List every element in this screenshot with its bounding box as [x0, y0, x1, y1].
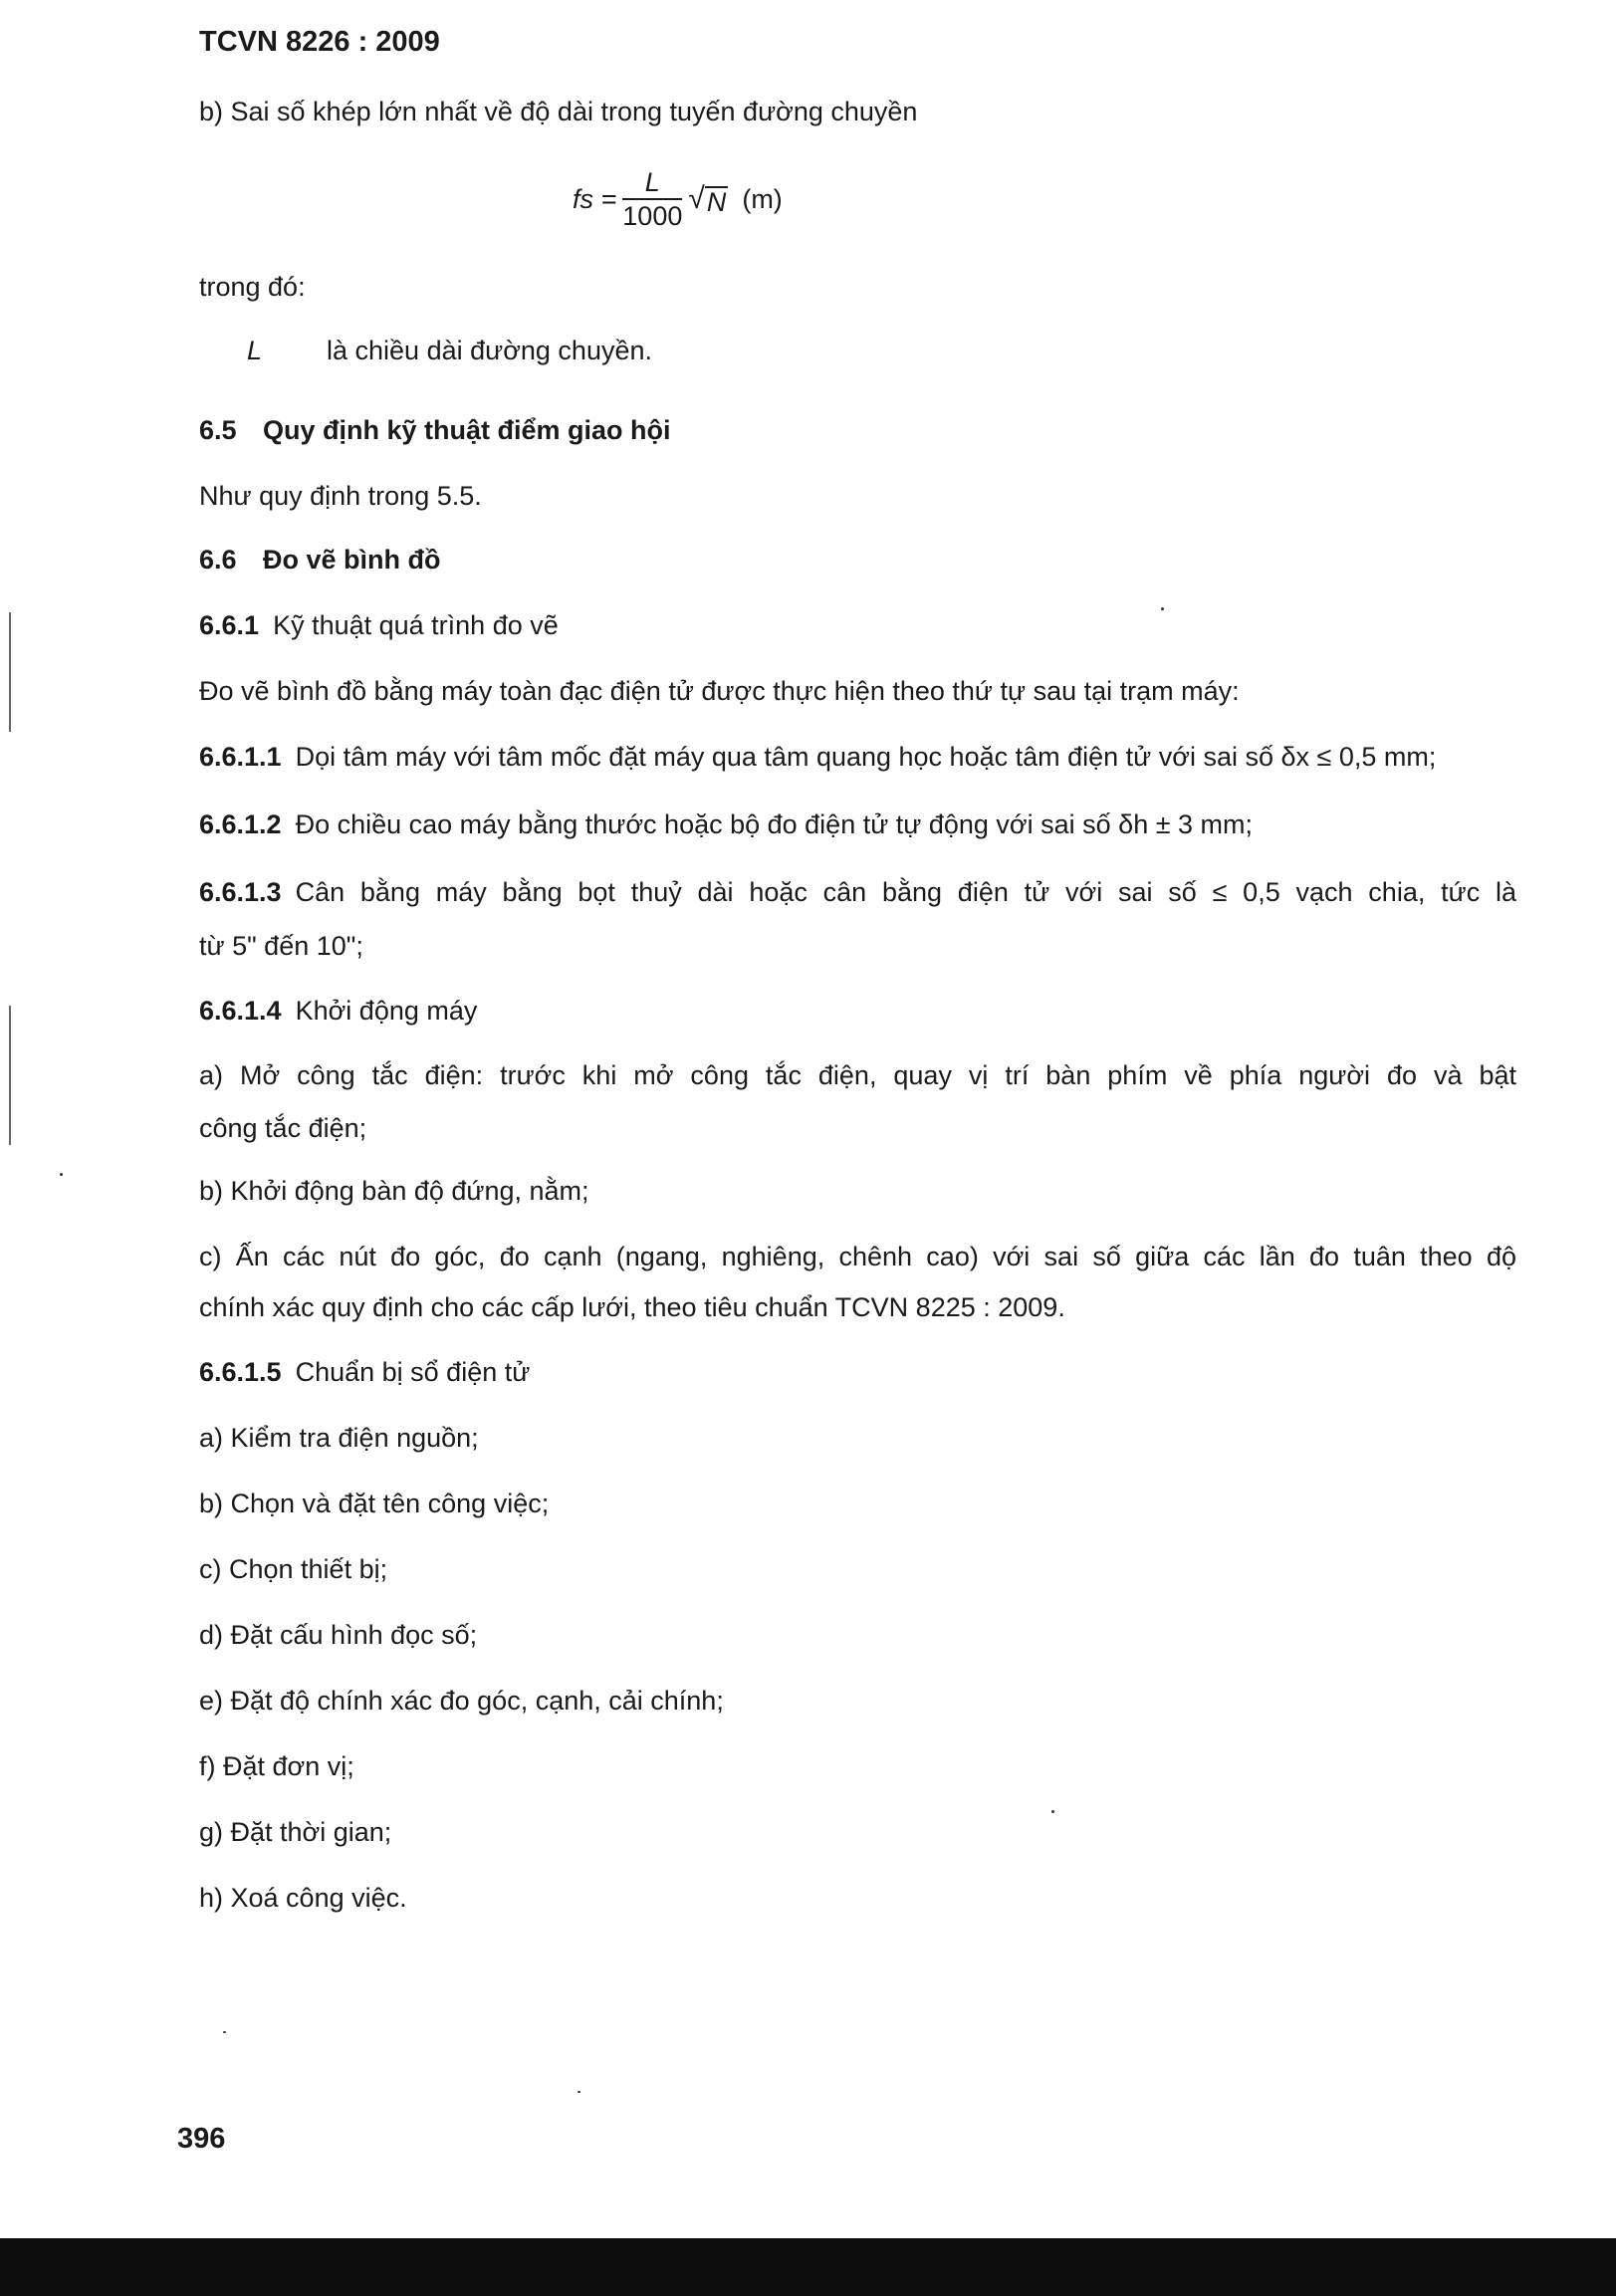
clause-title: Khởi động máy [295, 996, 478, 1026]
clause-number: 6.6.1.5 [199, 1357, 282, 1387]
list-item: b) Chọn và đặt tên công việc; [199, 1489, 550, 1518]
section-6-6-1-body: Đo vẽ bình đồ bằng máy toàn đạc điện tử được thực hiện theo thứ tự sau tại trạm máy: [199, 676, 1240, 706]
clause-6-6-1-2 [199, 804, 1253, 844]
clause-text: Dọi tâm máy với tâm mốc đặt máy qua tâm quang học hoặc tâm điện tử với sai số δx ≤ 0,5 mm; [295, 742, 1437, 772]
list-item: h) Xoá công việc. [199, 1883, 407, 1913]
formula-fraction [622, 166, 682, 232]
definition-line [247, 331, 652, 370]
item-a-line1: a) Mở công tắc điện: trước khi mở công tắc điện, quay vị trí bàn phím về phía người đo và bật [199, 1060, 1516, 1090]
scan-speck [1161, 607, 1164, 610]
section-6-6-heading [199, 540, 441, 579]
list-item: f) Đặt đơn vị; [199, 1751, 354, 1781]
definition-symbol: L [247, 336, 263, 365]
scan-speck [60, 1173, 63, 1176]
section-number: 6.6.1 [199, 610, 260, 640]
list-item: d) Đặt cấu hình đọc số; [199, 1620, 478, 1650]
scan-speck [223, 2031, 226, 2033]
definition-text: là chiều dài đường chuyền. [327, 336, 652, 365]
clause-6-6-1-4-heading [199, 991, 477, 1031]
page-header: TCVN 8226 : 2009 [199, 26, 440, 58]
formula-unit: (m) [742, 183, 783, 214]
clause-number: 6.6.1.3 [199, 877, 282, 907]
item-a-line2: công tắc điện; [199, 1113, 367, 1143]
formula-lhs: fs = [573, 183, 617, 214]
list-item: a) Kiểm tra điện nguồn; [199, 1423, 479, 1453]
clause-text: Cân bằng máy bằng bọt thuỷ dài hoặc cân bằng điện tử với sai số ≤ 0,5 vạch chia, tức là [295, 877, 1516, 907]
scan-edge-band [0, 2238, 1616, 2296]
clause-6-6-1-3-line1 [199, 872, 1516, 912]
section-number: 6.5 [199, 415, 237, 445]
where-label: trong đó: [199, 272, 306, 302]
page-number: 396 [177, 2123, 226, 2155]
section-title: Đo vẽ bình đồ [263, 545, 441, 574]
clause-6-6-1-5-heading [199, 1352, 530, 1392]
list-item: g) Đặt thời gian; [199, 1817, 392, 1847]
clause-title: Chuẩn bị sổ điện tử [295, 1357, 531, 1387]
section-6-5-heading [199, 410, 671, 450]
item-c-line1: c) Ấn các nút đo góc, đo cạnh (ngang, nghiêng, chênh cao) với sai số giữa các lần đo tuân theo độ [199, 1242, 1516, 1271]
formula-numerator: L [644, 167, 660, 197]
radical-sign: √ [688, 182, 705, 215]
closure-error-formula [573, 159, 783, 239]
section-title: Kỹ thuật quá trình đo vẽ [273, 610, 559, 640]
section-title: Quy định kỹ thuật điểm giao hội [263, 415, 671, 445]
formula-denominator: 1000 [622, 201, 683, 231]
scan-speck [1051, 1810, 1054, 1813]
section-6-5-body: Như quy định trong 5.5. [199, 481, 482, 511]
clause-number: 6.6.1.4 [199, 996, 282, 1026]
clause-6-6-1-1 [199, 737, 1436, 777]
scan-speck [577, 2091, 580, 2093]
clause-6-6-1-3-line2: từ 5" đến 10"; [199, 931, 363, 961]
clause-text: Đo chiều cao máy bằng thước hoặc bộ đo điện tử tự động với sai số δh ± 3 mm; [295, 809, 1254, 839]
scan-margin-line [9, 1006, 11, 1145]
intro-line: b) Sai số khép lớn nhất về độ dài trong tuyến đường chuyền [199, 97, 918, 126]
section-number: 6.6 [199, 545, 237, 574]
scan-margin-line [9, 612, 11, 732]
formula-sqrt [688, 182, 728, 216]
list-item: e) Đặt độ chính xác đo góc, cạnh, cải chính; [199, 1686, 724, 1716]
list-item: c) Chọn thiết bị; [199, 1554, 388, 1584]
item-b: b) Khởi động bàn độ đứng, nằm; [199, 1176, 589, 1206]
section-6-6-1-heading [199, 605, 559, 645]
item-c-line2: chính xác quy định cho các cấp lưới, theo tiêu chuẩn TCVN 8225 : 2009. [199, 1292, 1065, 1322]
formula-radicand: N [706, 187, 727, 217]
clause-number: 6.6.1.2 [199, 809, 282, 839]
clause-number: 6.6.1.1 [199, 742, 282, 772]
